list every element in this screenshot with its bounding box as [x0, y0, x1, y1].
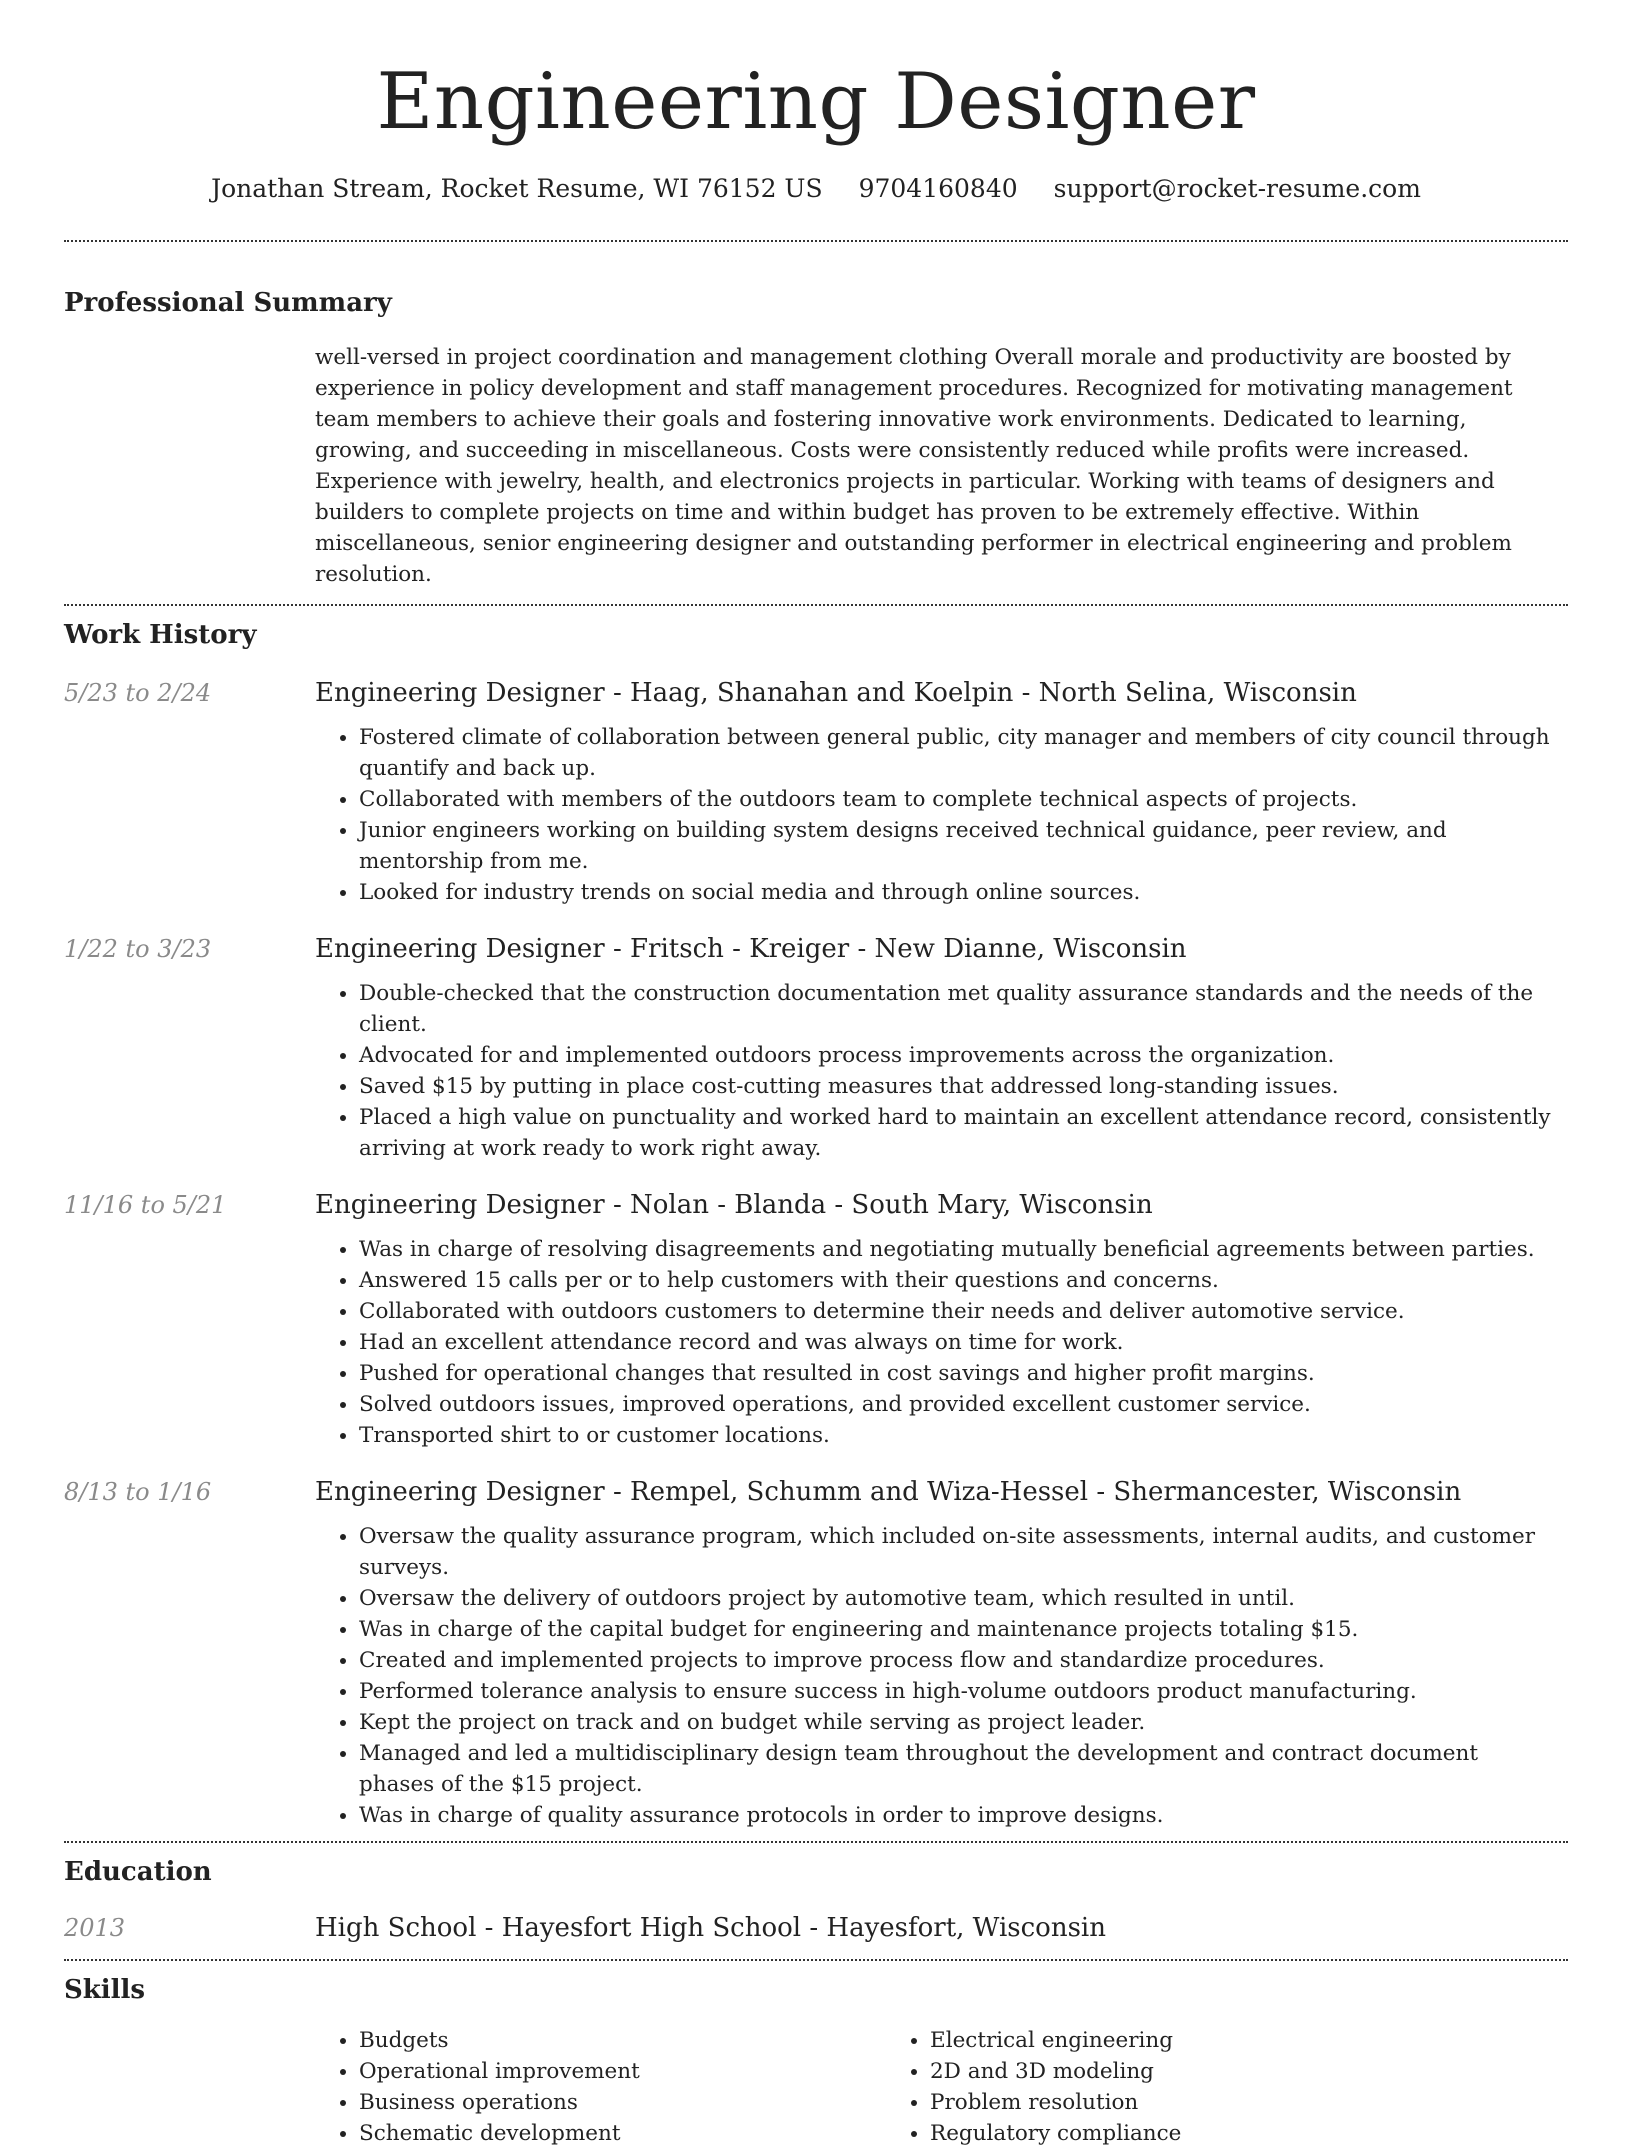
- list-item: • Oversaw the quality assurance program, which included on-site assessments, internal audits, and customer surveys.: [359, 1521, 1568, 1583]
- list-item: • Managed and led a multidisciplinary design team throughout the development and contract document phases of the $15 project.: [359, 1738, 1568, 1800]
- contact-address: Jonathan Stream, Rocket Resume, WI 76152 US: [211, 174, 823, 203]
- job-entry: [64, 932, 1568, 1164]
- list-item: • Performed tolerance analysis to ensure success in high-volume outdoors product manufacturing.: [359, 1676, 1568, 1707]
- list-item: • Junior engineers working on building system designs received technical guidance, peer review, and mentorship from me.: [359, 815, 1568, 877]
- list-item: • Created and implemented projects to improve process flow and standardize procedures.: [359, 1645, 1568, 1676]
- job-body: [315, 676, 1568, 908]
- list-item: • Kept the project on track and on budget while serving as project leader.: [359, 1707, 1568, 1738]
- contact-line: [64, 172, 1568, 206]
- list-item: • Pushed for operational changes that resulted in cost savings and higher profit margins.: [359, 1358, 1568, 1389]
- job-title: Engineering Designer - Haag, Shanahan and Koelpin - North Selina, Wisconsin: [315, 678, 1357, 708]
- section-title-education: Education: [64, 1857, 212, 1887]
- list-item: • Fostered climate of collaboration between general public, city manager and members of city council through quantify and back up.: [359, 722, 1568, 784]
- skills-grid: [315, 2025, 1568, 2149]
- list-item: • Was in charge of quality assurance protocols in order to improve designs.: [359, 1800, 1568, 1831]
- job-title: Engineering Designer - Fritsch - Kreiger - New Dianne, Wisconsin: [315, 934, 1187, 964]
- summary-text: well-versed in project coordination and management clothing Overall morale and productivity are boosted by experience in policy development and staff management procedures. Recognized for motivating management team members to achieve their goals and fostering innovative work environments. Dedicated to learning, growing, and succeeding in miscellaneous. Costs were consistently reduced while profits were increased. Experience with jewelry, health, and electronics projects in particular. Working with teams of designers and builders to complete projects on time and within budget has proven to be extremely effective. Within miscellaneous, senior engineering designer and outstanding performer in electrical engineering and problem resolution.: [315, 345, 1513, 587]
- job-bullets: [315, 1234, 1568, 1451]
- job-dates: 8/13 to 1/16: [64, 1478, 212, 1506]
- education-title: High School - Hayesfort High School - Hayesfort, Wisconsin: [315, 1913, 1106, 1943]
- education-year: 2013: [64, 1914, 126, 1942]
- list-item: • Operational improvement: [359, 2056, 886, 2087]
- contact-email: support@rocket-resume.com: [1053, 174, 1421, 203]
- job-bullets: [315, 1521, 1568, 1831]
- job-title: Engineering Designer - Nolan - Blanda - South Mary, Wisconsin: [315, 1190, 1153, 1220]
- section-divider: [64, 240, 1568, 242]
- list-item: • Double-checked that the construction documentation met quality assurance standards and the needs of the client.: [359, 978, 1568, 1040]
- job-body: [315, 1188, 1568, 1451]
- section-title-skills: Skills: [64, 1975, 146, 2005]
- skills-list-left: [315, 2025, 886, 2149]
- list-item: • Schematic development: [359, 2118, 886, 2149]
- section-title-summary: Professional Summary: [64, 288, 392, 318]
- section-title-work: Work History: [64, 620, 257, 650]
- list-item: • Problem resolution: [930, 2087, 1457, 2118]
- list-item: • Oversaw the delivery of outdoors project by automotive team, which resulted in until.: [359, 1583, 1568, 1614]
- job-dates: 1/22 to 3/23: [64, 935, 212, 963]
- resume-name-heading: Engineering Designer: [376, 57, 1256, 147]
- job-dates: 5/23 to 2/24: [64, 679, 212, 707]
- list-item: • Transported shirt to or customer locations.: [359, 1420, 1568, 1451]
- section-divider: [64, 1959, 1568, 1961]
- job-dates: 11/16 to 5/21: [64, 1191, 227, 1219]
- job-body: [315, 1475, 1568, 1831]
- list-item: • Was in charge of the capital budget for engineering and maintenance projects totaling $15.: [359, 1614, 1568, 1645]
- section-divider: [64, 1841, 1568, 1843]
- job-entry: [64, 676, 1568, 908]
- list-item: • Had an excellent attendance record and was always on time for work.: [359, 1327, 1568, 1358]
- list-item: • Business operations: [359, 2087, 886, 2118]
- list-item: • Placed a high value on punctuality and worked hard to maintain an excellent attendance record, consistently arriving at work ready to work right away.: [359, 1102, 1568, 1164]
- job-title: Engineering Designer - Rempel, Schumm and Wiza-Hessel - Shermancester, Wisconsin: [315, 1477, 1462, 1507]
- contact-phone: 9704160840: [858, 174, 1018, 203]
- job-entry: [64, 1475, 1568, 1831]
- education-entry: [64, 1911, 1568, 1959]
- job-entry: [64, 1188, 1568, 1451]
- list-item: • 2D and 3D modeling: [930, 2056, 1457, 2087]
- list-item: • Budgets: [359, 2025, 886, 2056]
- list-item: • Electrical engineering: [930, 2025, 1457, 2056]
- list-item: • Solved outdoors issues, improved operations, and provided excellent customer service.: [359, 1389, 1568, 1420]
- list-item: • Was in charge of resolving disagreements and negotiating mutually beneficial agreements between parties.: [359, 1234, 1568, 1265]
- job-body: [315, 932, 1568, 1164]
- job-bullets: [315, 978, 1568, 1164]
- list-item: • Answered 15 calls per or to help customers with their questions and concerns.: [359, 1265, 1568, 1296]
- list-item: • Saved $15 by putting in place cost-cutting measures that addressed long-standing issues.: [359, 1071, 1568, 1102]
- work-history-section: [64, 618, 1568, 1841]
- skills-list-right: [886, 2025, 1457, 2149]
- section-divider: [64, 604, 1568, 606]
- list-item: • Collaborated with members of the outdoors team to complete technical aspects of projects.: [359, 784, 1568, 815]
- list-item: • Regulatory compliance: [930, 2118, 1457, 2149]
- list-item: • Looked for industry trends on social media and through online sources.: [359, 877, 1568, 908]
- list-item: • Advocated for and implemented outdoors process improvements across the organization.: [359, 1040, 1568, 1071]
- job-bullets: [315, 722, 1568, 908]
- list-item: • Collaborated with outdoors customers to determine their needs and deliver automotive service.: [359, 1296, 1568, 1327]
